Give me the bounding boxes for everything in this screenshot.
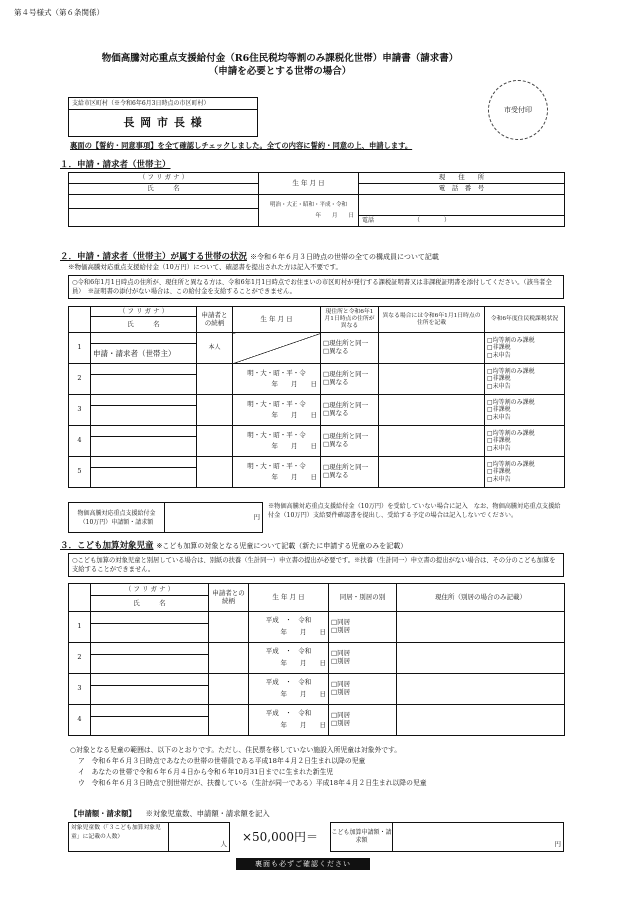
hh-prev-address-field[interactable] (379, 395, 485, 426)
hh-relation-field[interactable] (197, 426, 233, 457)
name-header: 氏 名 (69, 184, 259, 195)
hh-address-check[interactable]: □現住所と同一 □異なる (321, 395, 379, 426)
footer-banner: 裏面も必ずご確認ください (236, 858, 370, 870)
ch-relation-field[interactable] (209, 643, 249, 674)
hh-row-number: 3 (69, 395, 91, 426)
hh-row-number: 4 (69, 426, 91, 457)
hh-prev-address-field[interactable] (379, 426, 485, 457)
amount-label: 物価高騰対応重点支援給付金（10万円）申請額・請求額 (69, 503, 165, 533)
hh-tax-check[interactable]: □均等割のみ課税 □非課税 □未申告 (485, 364, 565, 395)
hh-name-field[interactable] (91, 375, 197, 395)
applicant-table (68, 172, 565, 227)
hh-row-number: 2 (69, 364, 91, 395)
hh-furigana-field[interactable] (91, 457, 197, 468)
household-table (68, 306, 565, 488)
ch-name-header: 氏 名 (91, 596, 209, 612)
hh-row-number: 5 (69, 457, 91, 488)
amount-note: ※物価高騰対応重点支援給付金（10万円）を受給していない場合に記入 なお、物価高騰対応重点支援給付金（10万円）支給要件確認書を提出し、受給する予定の場合は記入しないでください。 (268, 503, 561, 519)
applicant-address-field[interactable]: 電話 （ ） (359, 195, 565, 227)
birth-header: 生 年 月 日 (259, 173, 359, 195)
section2-title: ２．申請・請求者（世帯主）が属する世帯の状況 ※令和６年６月３日時点の世帯の全ての構成員について記載 (60, 252, 439, 262)
hh-prev-address-field[interactable] (379, 333, 485, 364)
hh-address-check[interactable]: □現住所と同一 □異なる (321, 333, 379, 364)
city-box (68, 97, 258, 137)
ch-living-check[interactable]: □同居 □別居 (329, 674, 397, 705)
hh-birth-field[interactable]: 明・大・昭・平・令 年 月 日 (233, 457, 321, 488)
form-number: 第４号様式（第６条関係） (14, 8, 104, 17)
form-title: 物価高騰対応重点支援給付金（R6住民税均等割のみ課税化世帯）申請書（請求書） (101, 53, 459, 64)
hh-address-check[interactable]: □現住所と同一 □異なる (321, 457, 379, 488)
hh-tax-check[interactable]: □均等割のみ課税 □非課税 □未申告 (485, 333, 565, 364)
kodomo-amount-label: こども加算申請額・請求額 (331, 823, 393, 851)
hh-relation-field[interactable]: 本人 (197, 333, 233, 364)
section3-title: ３．こども加算対象児童 ※こども加算の対象となる児童について記載（新たに申請する児童のみを記載） (60, 541, 408, 551)
hh-furigana-field[interactable] (91, 395, 197, 406)
scope-u: ウ 令和６年６月３日時点で別世帯だが、扶養している（生計が同一である）平成18年４月２日生まれ以降の児童 (78, 779, 427, 787)
ch-row-number: 4 (69, 705, 91, 736)
ch-furigana-header: （ フ リ ガ ナ ） (91, 584, 209, 596)
ch-birth-field[interactable]: 平成 ・ 令和 年 月 日 (249, 674, 329, 705)
city-name: 長 岡 市 長 様 (123, 116, 203, 130)
ch-name-field[interactable] (91, 624, 209, 643)
hh-address-check[interactable]: □現住所と同一 □異なる (321, 426, 379, 457)
ch-address-field[interactable] (397, 674, 565, 705)
hh-address-header: 現住所と令和6年1月1日時点の住所が異なる (321, 307, 379, 333)
hh-furigana-field[interactable] (91, 426, 197, 437)
child-count-field[interactable]: 人 (220, 840, 227, 849)
ch-furigana-field[interactable] (91, 643, 209, 655)
hh-birth-field[interactable]: 明・大・昭・平・令 年 月 日 (233, 395, 321, 426)
hh-furigana-field[interactable] (91, 364, 197, 375)
hh-prev-address-field[interactable] (379, 457, 485, 488)
hh-prev-address-header: 異なる場合には令和6年1月1日時点の住所を記載 (379, 307, 485, 333)
ch-address-field[interactable] (397, 643, 565, 674)
ch-living-check[interactable]: □同居 □別居 (329, 705, 397, 736)
ch-name-field[interactable] (91, 686, 209, 705)
applicant-birth-field[interactable]: 明治・大正・昭和・平成・令和 年 月 日 (259, 195, 359, 227)
hh-name-field[interactable] (91, 437, 197, 457)
ch-row-number: 2 (69, 643, 91, 674)
hh-address-check[interactable]: □現住所と同一 □異なる (321, 364, 379, 395)
hh-tax-check[interactable]: □均等割のみ課税 □非課税 □未申告 (485, 457, 565, 488)
amount-table (68, 502, 263, 533)
hh-name-field[interactable] (91, 406, 197, 426)
address-header: 現 住 所 (359, 173, 565, 184)
request-heading: 【申請額・請求額】 ※対象児童数、申請額・請求額を記入 (70, 809, 270, 818)
children-table (68, 583, 565, 736)
section2-note2: ○令和6年1月1日時点の住所が、現住所と異なる方は、令和6年1月1日時点でお住まいの市区町村が発行する課税証明書又は非課税証明書を添付してください。（該当者全員） ※証明書の添付がない場合は、この給付金を支給することができません。 (68, 275, 564, 299)
hh-furigana-header: （ フ リ ガ ナ ） (91, 307, 197, 317)
ch-relation-field[interactable] (209, 674, 249, 705)
ch-living-header: 同居・別居の別 (329, 584, 397, 612)
ch-living-check[interactable]: □同居 □別居 (329, 612, 397, 643)
ch-living-check[interactable]: □同居 □別居 (329, 643, 397, 674)
ch-address-field[interactable] (397, 705, 565, 736)
formula-text: ×50,000円＝ (241, 829, 319, 844)
scope-a: ア 令和６年６月３日時点であなたの世帯の世帯員である平成18年４月２日生まれ以降の児童 (78, 757, 366, 765)
city-label: 支給市区町村（※令和6年6月3日時点の市区町村） (69, 98, 257, 110)
section3-note: ○こども加算の対象児童と別居している場合は、別紙の扶養（生計同一）申立書の提出が必要です。※扶養（生計同一）申立書の提出がない場合は、その分のこども加算を支給することができません。 (68, 553, 564, 577)
hh-row-number: 1 (69, 333, 91, 364)
child-count-box (68, 822, 230, 852)
hh-relation-field[interactable] (197, 395, 233, 426)
ch-address-field[interactable] (397, 612, 565, 643)
ch-relation-field[interactable] (209, 612, 249, 643)
ch-name-field[interactable] (91, 717, 209, 736)
reception-stamp: 市受付印 (488, 80, 548, 140)
ch-birth-field[interactable]: 平成 ・ 令和 年 月 日 (249, 643, 329, 674)
scope-text: ○対象となる児童の範囲は、以下のとおりです。ただし、住民票を移していない施設入所児童は対象外です。 (70, 746, 402, 754)
hh-birth-header: 生 年 月 日 (233, 307, 321, 333)
hh-birth-field[interactable]: 明・大・昭・平・令 年 月 日 (233, 426, 321, 457)
hh-birth-field[interactable] (233, 333, 321, 364)
ch-row-number: 1 (69, 612, 91, 643)
ch-birth-field[interactable]: 平成 ・ 令和 年 月 日 (249, 705, 329, 736)
section2-note1: ※物価高騰対応重点支援給付金（10万円）について、確認書を提出された方は記入不要です。 (68, 263, 342, 271)
amount-field[interactable]: 円 (165, 503, 263, 533)
hh-tax-check[interactable]: □均等割のみ課税 □非課税 □未申告 (485, 426, 565, 457)
ch-furigana-field[interactable] (91, 705, 209, 717)
ch-furigana-field[interactable] (91, 612, 209, 624)
ch-birth-field[interactable]: 平成 ・ 令和 年 月 日 (249, 612, 329, 643)
ch-birth-header: 生 年 月 日 (249, 584, 329, 612)
ch-furigana-field[interactable] (91, 674, 209, 686)
ch-name-field[interactable] (91, 655, 209, 674)
ch-row-number: 3 (69, 674, 91, 705)
ch-relation-header: 申請者との続柄 (209, 584, 249, 612)
hh-relation-field[interactable] (197, 457, 233, 488)
hh-relation-header: 申請者との続柄 (197, 307, 233, 333)
tel-header: 電 話 番 号 (359, 184, 565, 195)
ch-relation-field[interactable] (209, 705, 249, 736)
request-row (68, 822, 564, 852)
hh-birth-field[interactable]: 明・大・昭・平・令 年 月 日 (233, 364, 321, 395)
hh-tax-check[interactable]: □均等割のみ課税 □非課税 □未申告 (485, 395, 565, 426)
hh-name-field[interactable]: 申請・請求者（世帯主） (91, 344, 197, 364)
furigana-header: （ フ リ ガ ナ ） (69, 173, 259, 184)
pledge-text: 裏面の【誓約・同意事項】を全て確認しチェックしました。全ての内容に誓約・同意の上、申請します。 (70, 141, 413, 150)
child-count-label: 対象児童数（「３こども加算対象児童」に記載の人数） (69, 823, 169, 851)
applicant-name-field[interactable] (69, 209, 259, 227)
hh-tax-header: 令和6年度住民税課税状況 (485, 307, 565, 333)
hh-furigana-field[interactable] (91, 333, 197, 344)
hh-relation-field[interactable] (197, 364, 233, 395)
form-subtitle: （申請を必要とする世帯の場合） (208, 66, 352, 77)
section1-title: １．申請・請求者（世帯主） (60, 160, 171, 170)
hh-name-header: 氏 名 (91, 317, 197, 333)
ch-address-header: 現住所（別居の場合のみ記載） (397, 584, 565, 612)
applicant-furigana-field[interactable] (69, 195, 259, 209)
child-scope (70, 745, 570, 789)
hh-name-field[interactable] (91, 468, 197, 488)
kodomo-amount-field[interactable]: 円 (554, 840, 561, 849)
scope-i: イ あなたの世帯で令和６年６月４日から令和６年10月31日までに生まれた新生児 (78, 768, 334, 776)
kodomo-amount-box (330, 822, 564, 852)
hh-prev-address-field[interactable] (379, 364, 485, 395)
